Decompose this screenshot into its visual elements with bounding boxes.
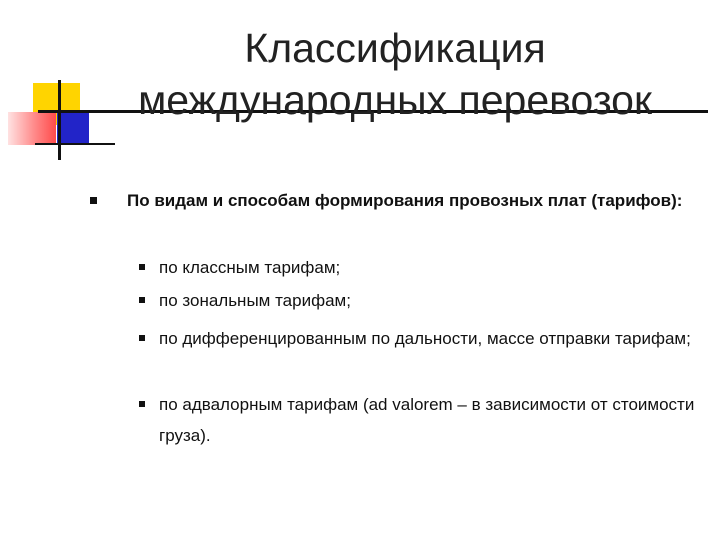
square-bullet-icon <box>139 264 145 270</box>
vertical-rule <box>58 80 61 160</box>
slide-title <box>110 22 680 126</box>
main-bullet-text: По видам и способам формирования провозных плат (тарифов): <box>127 191 683 210</box>
sub-bullet-text: по классным тарифам; <box>159 258 341 277</box>
short-horizontal-rule <box>35 143 115 145</box>
blue-square <box>57 112 89 145</box>
title-line-2: международных перевозок <box>138 77 652 123</box>
title-line-1: Классификация <box>244 25 546 71</box>
sub-bullet-text: по зональным тарифам; <box>159 291 351 310</box>
square-bullet-icon <box>139 401 145 407</box>
sub-bullet-text: по дифференцированным по дальности, массе отправки тарифам; <box>159 329 691 348</box>
sub-bullet-text: по адвалорным тарифам (ad valorem – в зависимости от стоимости груза). <box>159 395 695 445</box>
colored-squares-logo-icon <box>0 0 120 170</box>
square-bullet-icon <box>139 335 145 341</box>
red-gradient-square <box>8 112 56 145</box>
square-bullet-icon <box>90 197 97 204</box>
square-bullet-icon <box>139 297 145 303</box>
